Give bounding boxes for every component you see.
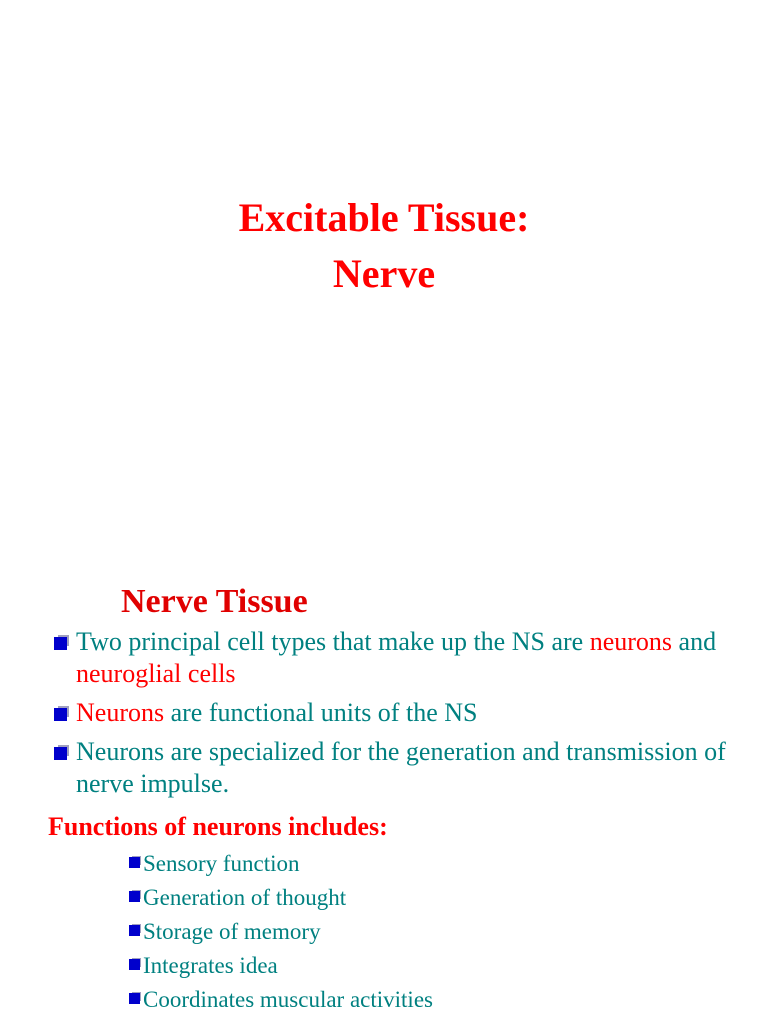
function-item <box>128 949 433 983</box>
bullet-icon <box>129 857 140 868</box>
slide-title-line2: Nerve <box>332 251 436 296</box>
bullet-highlight: neuroglial cells <box>76 659 236 688</box>
function-label: Generation of thought <box>143 885 347 910</box>
bullet-icon <box>54 708 67 721</box>
slide-heading: Nerve Tissue <box>121 583 308 620</box>
bullet-text: and <box>678 627 717 656</box>
function-item <box>128 847 433 881</box>
bullet-icon <box>129 925 140 936</box>
content-slide <box>0 520 768 1024</box>
bullet-icon <box>129 959 140 970</box>
function-item <box>128 881 433 915</box>
function-item <box>128 915 433 949</box>
bullet-icon <box>54 747 67 760</box>
function-label: Storage of memory <box>143 919 321 944</box>
bullet-text: Two principal cell types that make up the NS are <box>76 627 584 656</box>
bullet-icon <box>129 891 140 902</box>
bullet-item <box>48 736 748 800</box>
function-label: Integrates idea <box>143 953 278 978</box>
functions-heading: Functions of neurons includes: <box>48 812 388 841</box>
bullet-icon <box>129 993 140 1004</box>
slide-title-line1: Excitable Tissue: <box>238 195 530 240</box>
function-label: Sensory function <box>143 851 300 876</box>
functions-list <box>128 847 433 1017</box>
slide-title <box>0 190 768 302</box>
bullet-item <box>48 697 748 729</box>
bullet-text: Neurons are specialized for the generation and transmission of nerve impulse. <box>76 737 726 798</box>
bullet-highlight: Neurons <box>76 698 165 727</box>
bullet-list <box>48 626 748 807</box>
bullet-item <box>48 626 748 690</box>
function-item <box>128 983 433 1017</box>
bullet-text: are functional units of the NS <box>170 698 478 727</box>
function-label: Coordinates muscular activities <box>143 987 433 1012</box>
bullet-icon <box>54 637 67 650</box>
bullet-highlight: neurons <box>589 627 673 656</box>
